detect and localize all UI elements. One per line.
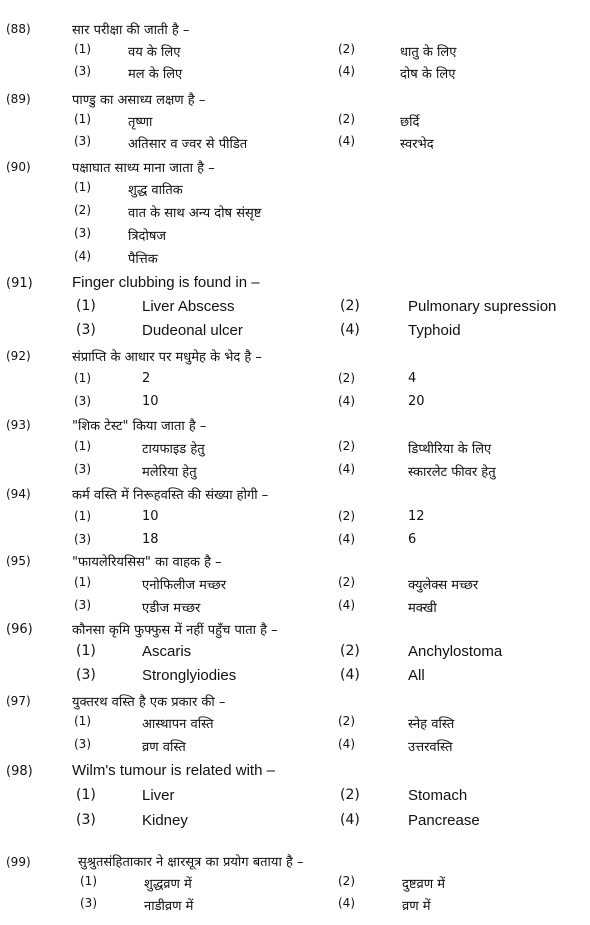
- option-index: (3): [74, 226, 91, 240]
- option-index: (4): [338, 737, 355, 751]
- option-index: (4): [74, 249, 91, 263]
- option-index: (4): [338, 598, 355, 612]
- option-text: Liver Abscess: [142, 298, 235, 315]
- option-index: (1): [76, 787, 96, 803]
- option-text: नाडीव्रण में: [144, 899, 194, 914]
- option-index: (4): [338, 532, 355, 546]
- option-index: (4): [338, 134, 355, 148]
- option-text: डिप्थीरिया के लिए: [408, 442, 492, 457]
- option-text: 10: [142, 509, 159, 524]
- option-text: पैत्तिक: [128, 252, 158, 267]
- option-index: (1): [74, 42, 91, 56]
- option-index: (1): [80, 874, 97, 888]
- option-index: (3): [76, 812, 96, 828]
- option-index: (2): [338, 371, 355, 385]
- option-text: स्नेह वस्ति: [408, 717, 455, 732]
- option-text: All: [408, 667, 425, 684]
- question-number: (94): [6, 487, 31, 501]
- question-stem: Wilm's tumour is related with –: [72, 762, 275, 779]
- option-index: (4): [338, 462, 355, 476]
- option-index: (2): [338, 509, 355, 523]
- option-index: (2): [338, 874, 355, 888]
- option-text: व्रण वस्ति: [142, 740, 186, 755]
- question-number: (93): [6, 418, 31, 432]
- question-stem: सार परीक्षा की जाती है –: [72, 23, 190, 38]
- option-index: (3): [74, 532, 91, 546]
- option-index: (2): [338, 575, 355, 589]
- option-index: (4): [340, 812, 360, 828]
- question-stem: सुश्रुतसंहिताकार ने क्षारसूत्र का प्रयोग बताया है –: [78, 855, 304, 870]
- option-text: Anchylostoma: [408, 643, 503, 660]
- option-index: (1): [76, 298, 96, 314]
- option-text: त्रिदोषज: [128, 229, 166, 244]
- option-index: (3): [74, 598, 91, 612]
- question-number: (95): [6, 554, 31, 568]
- option-index: (3): [74, 737, 91, 751]
- option-index: (1): [74, 112, 91, 126]
- option-text: छर्दि: [400, 115, 420, 130]
- option-text: धातु के लिए: [400, 45, 457, 60]
- option-text: मक्खी: [408, 601, 437, 616]
- option-index: (4): [340, 322, 360, 338]
- option-index: (2): [338, 112, 355, 126]
- question-number: (90): [6, 160, 31, 174]
- option-text: आस्थापन वस्ति: [142, 717, 214, 732]
- option-index: (4): [340, 667, 360, 683]
- option-text: अतिसार व ज्वर से पीडित: [128, 137, 248, 152]
- option-text: दोष के लिए: [400, 67, 456, 82]
- option-index: (3): [74, 394, 91, 408]
- option-text: तृष्णा: [128, 115, 153, 130]
- option-text: वात के साथ अन्य दोष संसृष्ट: [128, 206, 262, 221]
- question-number: (89): [6, 92, 31, 106]
- option-index: (2): [340, 643, 360, 659]
- option-text: Pulmonary supression: [408, 298, 557, 315]
- question-stem: "फायलेरियसिस" का वाहक है –: [72, 555, 222, 570]
- option-text: मल के लिए: [128, 67, 183, 82]
- option-index: (1): [74, 439, 91, 453]
- question-number: (98): [6, 764, 33, 779]
- option-index: (1): [74, 371, 91, 385]
- option-text: शुद्धव्रण में: [144, 877, 192, 892]
- question-number: (96): [6, 622, 33, 637]
- question-stem: कर्म वस्ति में निरूहवस्ति की संख्या होगी –: [72, 488, 269, 503]
- question-number: (88): [6, 22, 31, 36]
- option-text: Stronglyiodies: [142, 667, 237, 684]
- question-number: (99): [6, 855, 31, 869]
- question-stem: संप्राप्ति के आधार पर मधुमेह के भेद है –: [72, 350, 262, 365]
- option-text: एडीज मच्छर: [142, 601, 201, 616]
- option-text: Dudeonal ulcer: [142, 322, 243, 339]
- option-index: (4): [338, 64, 355, 78]
- option-index: (4): [338, 394, 355, 408]
- question-number: (97): [6, 694, 31, 708]
- option-index: (3): [76, 667, 96, 683]
- option-index: (2): [338, 42, 355, 56]
- option-text: स्वरभेद: [400, 137, 434, 152]
- question-stem: पाण्डु का असाध्य लक्षण है –: [72, 93, 206, 108]
- option-text: स्कारलेट फीवर हेतु: [408, 465, 496, 480]
- question-stem: कौनसा कृमि फुफ्फुस में नहीं पहुँच पाता है –: [72, 623, 278, 638]
- option-text: व्रण में: [402, 899, 431, 914]
- option-index: (1): [74, 714, 91, 728]
- option-index: (1): [76, 643, 96, 659]
- option-text: 10: [142, 394, 159, 409]
- option-text: Ascaris: [142, 643, 192, 660]
- option-index: (2): [74, 203, 91, 217]
- option-index: (3): [74, 134, 91, 148]
- option-text: एनोफिलीज मच्छर: [142, 578, 227, 593]
- option-index: (3): [74, 462, 91, 476]
- question-stem: "शिक टेस्ट" किया जाता है –: [72, 419, 207, 434]
- option-text: 2: [142, 371, 151, 386]
- option-index: (2): [338, 439, 355, 453]
- question-number: (92): [6, 349, 31, 363]
- option-text: क्युलेक्स मच्छर: [408, 578, 479, 593]
- option-index: (2): [340, 298, 360, 314]
- option-text: दुष्टव्रण में: [402, 877, 446, 892]
- option-text: Typhoid: [408, 322, 461, 339]
- option-text: शुद्ध वातिक: [128, 183, 183, 198]
- option-index: (2): [338, 714, 355, 728]
- option-text: 12: [408, 509, 425, 524]
- option-text: 4: [408, 371, 417, 386]
- option-index: (2): [340, 787, 360, 803]
- option-index: (3): [76, 322, 96, 338]
- option-text: मलेरिया हेतु: [142, 465, 197, 480]
- option-text: 6: [408, 532, 417, 547]
- option-index: (1): [74, 180, 91, 194]
- option-text: टायफाइड हेतु: [142, 442, 205, 457]
- option-text: Liver: [142, 787, 175, 804]
- question-stem: युक्तरथ वस्ति है एक प्रकार की –: [72, 695, 226, 710]
- option-text: Stomach: [408, 787, 468, 804]
- option-index: (4): [338, 896, 355, 910]
- option-text: वय के लिए: [128, 45, 181, 60]
- question-number: (91): [6, 276, 33, 291]
- question-stem: Finger clubbing is found in –: [72, 274, 260, 291]
- option-text: 18: [142, 532, 159, 547]
- option-text: Pancrease: [408, 812, 480, 829]
- option-text: 20: [408, 394, 425, 409]
- option-index: (3): [80, 896, 97, 910]
- option-index: (1): [74, 509, 91, 523]
- question-stem: पक्षाघात साध्य माना जाता है –: [72, 161, 215, 176]
- option-index: (3): [74, 64, 91, 78]
- option-text: उत्तरवस्ति: [408, 740, 453, 755]
- option-text: Kidney: [142, 812, 188, 829]
- option-index: (1): [74, 575, 91, 589]
